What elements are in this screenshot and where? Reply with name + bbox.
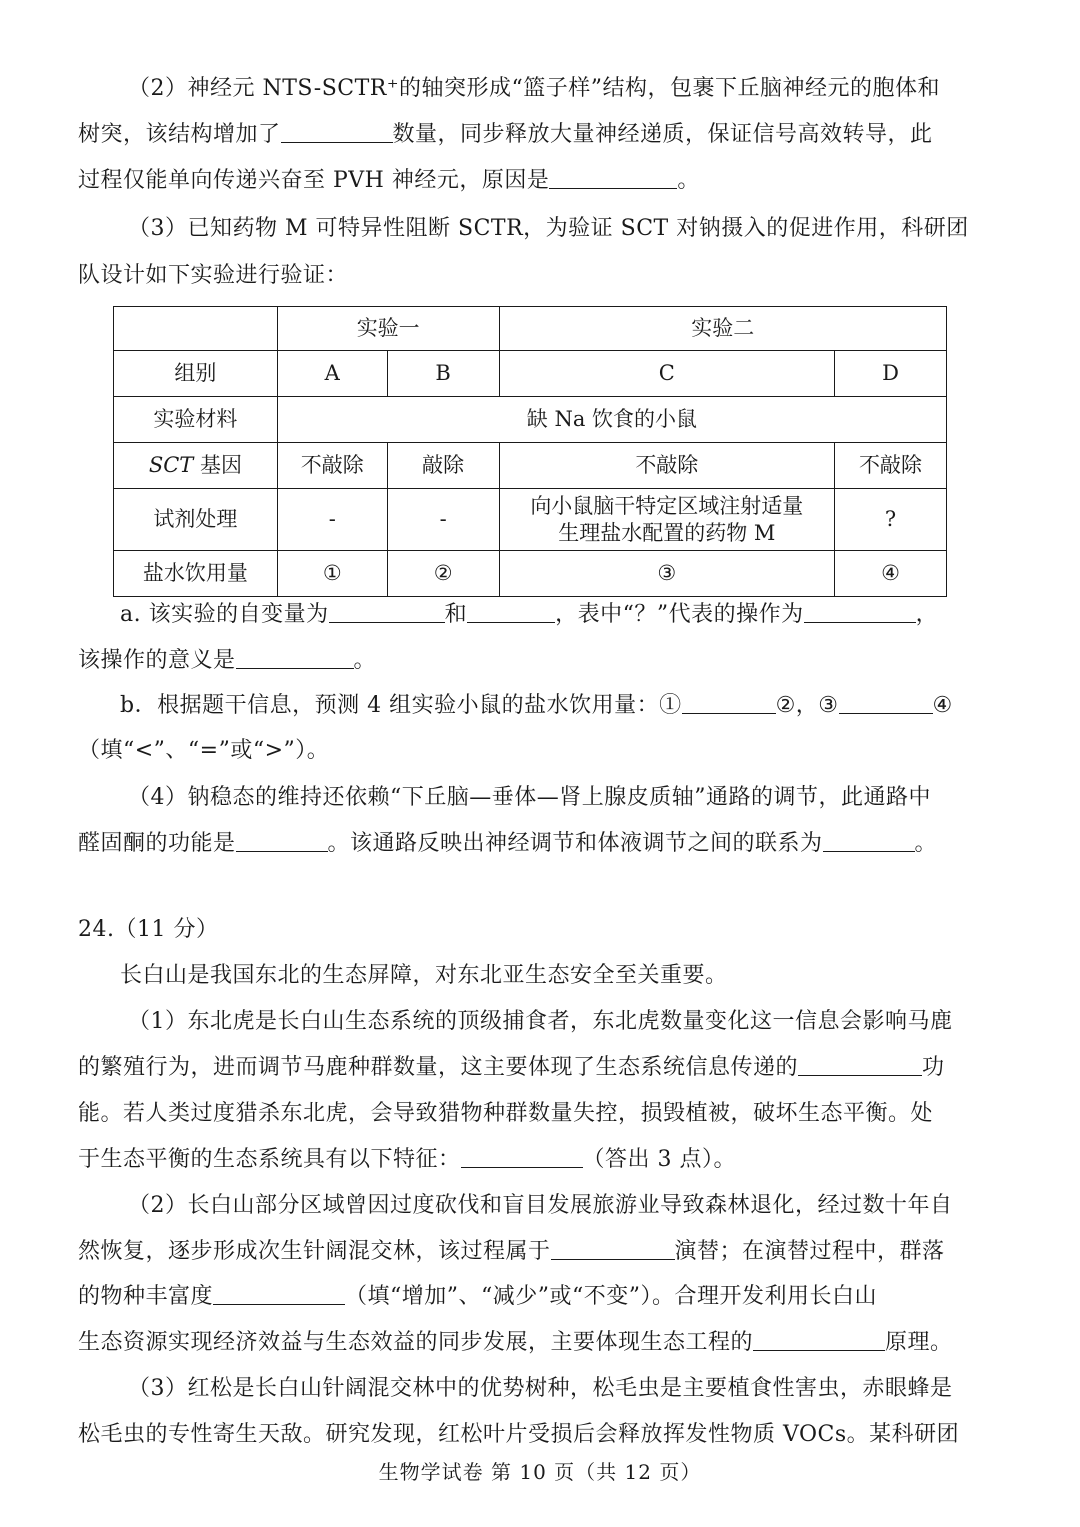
table-cell: 敲除 xyxy=(387,443,499,489)
text: 。 xyxy=(677,168,700,193)
text: 醛固酮的功能是 xyxy=(78,831,236,856)
answer-blank[interactable] xyxy=(549,166,677,189)
table-cell: ? xyxy=(835,489,947,551)
table-cell: - xyxy=(387,489,499,551)
table-cell xyxy=(499,489,835,551)
text: ， xyxy=(915,602,939,627)
q23-3-line2: 队设计如下实验进行验证： xyxy=(78,263,349,288)
gene-name: SCT xyxy=(148,453,194,477)
text: 生理盐水配置的药物 M xyxy=(558,520,776,545)
text: 然恢复，逐步形成次生针阔混交林，该过程属于 xyxy=(78,1239,551,1264)
q23-4-line2 xyxy=(78,829,982,859)
text: 。该通路反映出神经调节和体液调节之间的联系为 xyxy=(327,831,823,856)
q24-2-line1: （2）长白山部分区域曾因过度砍伐和盲目发展旅游业导致森林退化，经过数十年自 xyxy=(128,1193,953,1218)
answer-blank[interactable] xyxy=(804,600,916,623)
table-cell: ② xyxy=(387,551,499,597)
text: 的物种丰富度 xyxy=(78,1284,214,1309)
text: ，表中“？”代表的操作为 xyxy=(555,602,804,627)
text: 原理。 xyxy=(885,1330,953,1355)
q23-b-line2: （填“<”、“=”或“>”）。 xyxy=(78,738,330,763)
table-cell: 实验材料 xyxy=(114,397,278,443)
answer-blank[interactable] xyxy=(467,600,555,623)
answer-blank[interactable] xyxy=(551,1237,675,1260)
text: （填“增加”、“减少”或“不变”）。合理开发利用长白山 xyxy=(345,1284,877,1309)
q24-intro: 长白山是我国东北的生态屏障，对东北亚生态安全至关重要。 xyxy=(120,963,728,988)
table-cell: C xyxy=(499,351,835,397)
text: 于生态平衡的生态系统具有以下特征： xyxy=(78,1147,461,1172)
table-row xyxy=(114,351,947,397)
text: 功 xyxy=(922,1055,945,1080)
text: 的繁殖行为，进而调节马鹿种群数量，这主要体现了生态系统信息传递的 xyxy=(78,1055,799,1080)
answer-blank[interactable] xyxy=(281,120,393,143)
answer-blank[interactable] xyxy=(329,600,445,623)
table-row xyxy=(114,443,947,489)
answer-blank[interactable] xyxy=(236,829,328,852)
table-cell: 不敲除 xyxy=(277,443,387,489)
q24-heading: 24.（11 分） xyxy=(78,917,219,942)
table-cell: - xyxy=(277,489,387,551)
answer-blank[interactable] xyxy=(213,1282,345,1305)
q23-a-line1 xyxy=(120,600,982,630)
text: 生态资源实现经济效益与生态效益的同步发展，主要体现生态工程的 xyxy=(78,1330,754,1355)
table-cell: ① xyxy=(277,551,387,597)
text: 演替；在演替过程中，群落 xyxy=(674,1239,945,1264)
text: 向小鼠脑干特定区域注射适量 xyxy=(530,493,804,518)
q24-2-line2 xyxy=(78,1237,982,1267)
table-row xyxy=(114,307,947,351)
q24-1-line3: 能。若人类过度猎杀东北虎，会导致猎物种群数量失控，损毁植被，破坏生态平衡。处 xyxy=(78,1101,934,1126)
q23-a-line2 xyxy=(78,646,982,676)
table-row xyxy=(114,397,947,443)
text: 基因 xyxy=(193,453,242,477)
q24-3-line2: 松毛虫的专性寄生天敌。研究发现，红松叶片受损后会释放挥发性物质 VOCs。某科研团 xyxy=(78,1422,960,1447)
text: a. 该实验的自变量为 xyxy=(120,602,329,627)
table-cell: A xyxy=(277,351,387,397)
table-cell: 不敲除 xyxy=(835,443,947,489)
answer-blank[interactable] xyxy=(682,691,776,714)
q23-2-line2 xyxy=(78,120,982,150)
q24-1-line4 xyxy=(78,1145,982,1175)
table-cell: ④ xyxy=(835,551,947,597)
table-cell: D xyxy=(835,351,947,397)
q23-2-line3 xyxy=(78,166,982,196)
table-cell: B xyxy=(387,351,499,397)
answer-blank[interactable] xyxy=(236,646,354,669)
text: ④ xyxy=(932,693,953,718)
answer-blank[interactable] xyxy=(753,1328,885,1351)
text: b．根据题干信息，预测 4 组实验小鼠的盐水饮用量：① xyxy=(120,693,682,718)
table-row xyxy=(114,489,947,551)
text: 数量，同步释放大量神经递质，保证信号高效转导，此 xyxy=(392,122,933,147)
answer-blank[interactable] xyxy=(461,1145,583,1168)
answer-blank[interactable] xyxy=(839,691,933,714)
table-cell: 缺 Na 饮食的小鼠 xyxy=(277,397,946,443)
text: 树突，该结构增加了 xyxy=(78,122,281,147)
text: 。 xyxy=(914,831,938,856)
table-cell: 实验二 xyxy=(499,307,946,351)
table-cell: ③ xyxy=(499,551,835,597)
q23-3-line1: （3）已知药物 M 可特异性阻断 SCTR，为验证 SCT 对钠摄入的促进作用，科研团 xyxy=(128,216,969,241)
q24-2-line4 xyxy=(78,1328,982,1358)
table-cell: 盐水饮用量 xyxy=(114,551,278,597)
text: （答出 3 点）。 xyxy=(582,1147,736,1172)
q24-3-line1: （3）红松是长白山针阔混交林中的优势树种，松毛虫是主要植食性害虫，赤眼蜂是 xyxy=(128,1376,953,1401)
table-cell: 不敲除 xyxy=(499,443,835,489)
table-cell xyxy=(114,443,278,489)
table-cell: 实验一 xyxy=(277,307,499,351)
table-cell: 组别 xyxy=(114,351,278,397)
q23-4-line1: （4）钠稳态的维持还依赖“下丘脑—垂体—肾上腺皮质轴”通路的调节，此通路中 xyxy=(128,785,931,810)
q24-1-line2 xyxy=(78,1053,982,1083)
answer-blank[interactable] xyxy=(823,829,915,852)
q23-2-line1: （2）神经元 NTS-SCTR⁺的轴突形成“篮子样”结构，包裹下丘脑神经元的胞体和 xyxy=(128,76,940,101)
page-footer: 生物学试卷 第 10 页（共 12 页） xyxy=(378,1460,702,1484)
text: 和 xyxy=(444,602,468,627)
text: 。 xyxy=(353,648,377,673)
table-cell: 试剂处理 xyxy=(114,489,278,551)
answer-blank[interactable] xyxy=(798,1053,922,1076)
q23-b-line1 xyxy=(120,691,982,721)
table-cell xyxy=(114,307,278,351)
q24-1-line1: （1）东北虎是长白山生态系统的顶级捕食者，东北虎数量变化这一信息会影响马鹿 xyxy=(128,1009,953,1034)
table-row xyxy=(114,551,947,597)
q24-2-line3 xyxy=(78,1282,982,1312)
experiment-table xyxy=(113,306,947,597)
text: 该操作的意义是 xyxy=(78,648,236,673)
text: ②，③ xyxy=(775,693,839,718)
text: 过程仅能单向传递兴奋至 PVH 神经元，原因是 xyxy=(78,168,550,193)
